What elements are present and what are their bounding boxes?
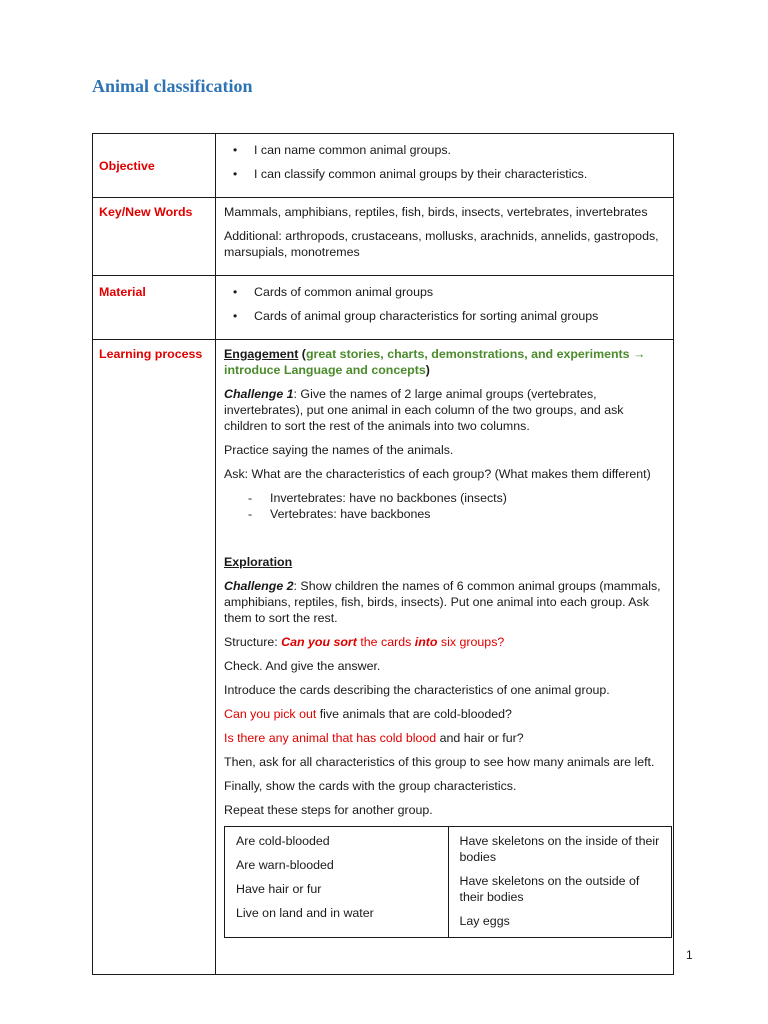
challenge-1-label: Challenge 1: [224, 387, 294, 401]
list-item: • I can name common animal groups.: [224, 142, 667, 158]
challenge-2-text: : Show children the names of 6 common animal groups (mammals, amphibians, reptiles, fish, birds, insects). Put one animal into each group. Ask them to sort the rest.: [224, 579, 661, 625]
key-words-label: Key/New Words: [93, 198, 216, 276]
list-item: - Invertebrates: have no backbones (insects): [224, 490, 667, 506]
objective-label: Objective: [93, 134, 216, 198]
cold-blood-rest: and hair or fur?: [436, 731, 524, 745]
then-text: Then, ask for all characteristics of this group to see how many animals are left.: [224, 755, 655, 769]
engagement-open-paren: (: [298, 347, 306, 361]
key-words-additional: Additional: arthropods, crustaceans, mollusks, arachnids, annelids, gastropods, marsupials, monotremes: [224, 229, 659, 259]
exploration-heading-text: Exploration: [224, 555, 293, 569]
structure-mid: the cards: [356, 635, 415, 649]
engagement-line: [224, 346, 667, 378]
card-item: Are warn-blooded: [236, 858, 334, 872]
material-list: [224, 284, 667, 324]
cold-blood-red: Is there any animal that has cold blood: [224, 731, 437, 745]
structure-into: into: [414, 635, 438, 649]
lesson-plan-table: [92, 133, 674, 975]
objective-row: [93, 134, 674, 198]
learning-process-content: [216, 340, 674, 975]
cold-blood-line: [224, 730, 667, 746]
structure-can: Can you sort: [281, 635, 357, 649]
cards-left-cell: [225, 827, 449, 938]
card-item: Have skeletons on the inside of their bodies: [459, 834, 660, 864]
ask-text: Ask: What are the characteristics of each group? (What makes them different): [224, 467, 651, 481]
card-item: Lay eggs: [459, 914, 510, 928]
pick-out-red: Can you pick out: [224, 707, 317, 721]
pick-out-rest: five animals that are cold-blooded?: [316, 707, 512, 721]
structure-prefix: Structure:: [224, 635, 282, 649]
characteristics-cards-table: [224, 826, 672, 938]
objective-content: [216, 134, 674, 198]
structure-line: [224, 634, 667, 650]
list-item: • I can classify common animal groups by their characteristics.: [224, 166, 667, 182]
engagement-green-text-2: introduce Language and concepts: [224, 363, 426, 377]
list-item: - Vertebrates: have backbones: [224, 506, 667, 522]
challenge-1: [224, 386, 667, 434]
key-words-content: [216, 198, 674, 276]
list-item: • Cards of common animal groups: [224, 284, 667, 300]
card-item: Have skeletons on the outside of their bodies: [459, 874, 640, 904]
backbone-list: [224, 490, 667, 522]
document-title: Animal classification: [92, 76, 253, 96]
finally-text: Finally, show the cards with the group characteristics.: [224, 779, 517, 793]
challenge-2: [224, 578, 667, 626]
page-number: 1: [686, 948, 693, 962]
material-content: [216, 276, 674, 340]
practice-text: Practice saying the names of the animals.: [224, 443, 454, 457]
structure-end: six groups?: [437, 635, 505, 649]
list-item: • Cards of animal group characteristics for sorting animal groups: [224, 308, 667, 324]
engagement-close-paren: ): [425, 363, 430, 377]
right-arrow-icon: →: [633, 347, 646, 361]
table-row: [225, 827, 672, 938]
pick-out-line: [224, 706, 667, 722]
engagement-green-text: great stories, charts, demonstrations, and experiments: [305, 347, 634, 361]
learning-process-label: Learning process: [93, 340, 216, 975]
material-label: Material: [93, 276, 216, 340]
challenge-2-label: Challenge 2: [224, 579, 294, 593]
objective-list: [224, 142, 667, 182]
check-text: Check. And give the answer.: [224, 659, 381, 673]
material-row: [93, 276, 674, 340]
card-item: Are cold-blooded: [236, 834, 330, 848]
challenge-1-text: : Give the names of 2 large animal groups (vertebrates, invertebrates), put one animal in each column of the two groups, and ask children to sort the rest of the animals into two columns.: [224, 387, 624, 433]
spacer: [224, 522, 667, 554]
key-words-main: Mammals, amphibians, reptiles, fish, birds, insects, vertebrates, invertebrates: [224, 205, 648, 219]
introduce-text: Introduce the cards describing the characteristics of one animal group.: [224, 683, 610, 697]
card-item: Have hair or fur: [236, 882, 322, 896]
repeat-text: Repeat these steps for another group.: [224, 803, 433, 817]
key-words-row: [93, 198, 674, 276]
card-item: Live on land and in water: [236, 906, 374, 920]
engagement-heading: Engagement: [224, 347, 299, 361]
cards-right-cell: [448, 827, 672, 938]
exploration-heading: [224, 554, 667, 570]
learning-process-row: [93, 340, 674, 975]
